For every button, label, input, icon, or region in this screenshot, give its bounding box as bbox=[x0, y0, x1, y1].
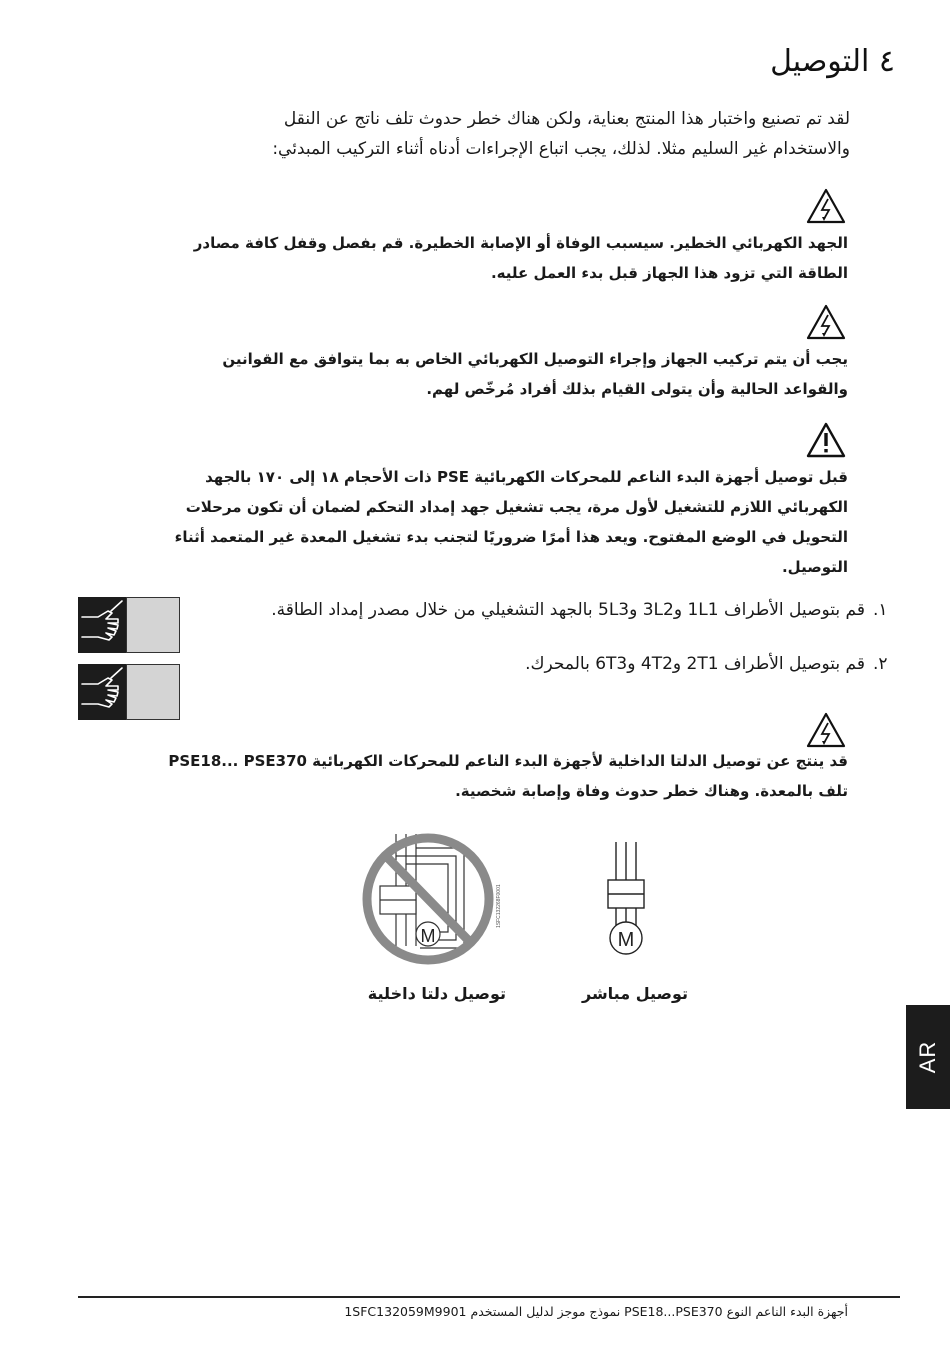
hand-icon bbox=[78, 597, 126, 653]
electric-hazard-icon bbox=[806, 712, 846, 748]
inside-delta-diagram bbox=[356, 828, 506, 970]
language-code: AR bbox=[915, 1040, 940, 1074]
manual-action-indicator bbox=[78, 664, 180, 720]
motor-label: M bbox=[617, 929, 635, 951]
step-number: ٢. bbox=[873, 654, 888, 674]
direct-connection-diagram bbox=[592, 838, 662, 960]
step-text: قم بتوصيل الأطراف 1L1 و3L2 و5L3 بالجهد التشغيلي من خلال مصدر إمداد الطاقة. bbox=[271, 600, 865, 620]
motor-label: M bbox=[420, 926, 436, 946]
page-footer: أجهزة البدء الناعم النوع PSE18...PSE370 نموذج موجز لدليل المستخدم 1SFC132059M9901 bbox=[344, 1304, 848, 1319]
language-tab bbox=[906, 1005, 950, 1109]
intro-paragraph: لقد تم تصنيع واختبار هذا المنتج بعناية، ولكن هناك خطر حدوث تلف ناتج عن النقل والاستخدام غير السليم مثلا. لذلك، يجب اتباع الإجراءات أدناه أثناء التركيب المبدئي: bbox=[272, 109, 850, 159]
warning-text: قد ينتج عن توصيل الدلتا الداخلية لأجهزة البدء الناعم للمحركات الكهربائية PSE18... PSE370 تلف بالمعدة. وهناك خطر حدوث وفاة وإصابة شخصية. bbox=[168, 752, 848, 800]
page-title: ٤ التوصيل bbox=[770, 44, 895, 79]
electric-hazard-icon bbox=[806, 304, 846, 340]
warning-text: يجب أن يتم تركيب الجهاز وإجراء التوصيل الكهربائي الخاص به بما يتوافق مع القوانين والقواعد الحالية وأن يتولى القيام بذلك أفراد مُرخّص لهم. bbox=[222, 350, 848, 398]
hand-icon bbox=[78, 664, 126, 720]
direct-connection-caption: توصيل مباشر bbox=[581, 984, 688, 1003]
footer-divider bbox=[78, 1296, 900, 1298]
warning-text: قبل توصيل أجهزة البدء الناعم للمحركات الكهربائية PSE ذات الأحجام ١٨ إلى ١٧٠ بالجهد الكهربائي اللازم للتشغيل لأول مرة، يجب تشغيل جهد إمداد التحكم لضمان أن تكون مرحلات التحويل في الوضع المفتوح. ويعد هذا أمرًا ضروريًا لتجنب بدء تشغيل المعدة غير المتعمد أثناء التوصيل. bbox=[174, 468, 848, 576]
step-text: قم بتوصيل الأطراف 2T1 و4T2 و6T3 بالمحرك. bbox=[525, 654, 865, 674]
step-item bbox=[225, 596, 888, 624]
electric-hazard-icon bbox=[806, 188, 846, 224]
warning-text: الجهد الكهربائي الخطير. سيسبب الوفاة أو الإصابة الخطيرة. قم بفصل وقفل كافة مصادر الطاقة التي تزود هذا الجهاز قبل بدء العمل عليه. bbox=[193, 234, 848, 282]
caution-icon bbox=[806, 422, 846, 458]
step-number: ١. bbox=[873, 600, 888, 620]
manual-action-indicator bbox=[78, 597, 180, 653]
figure-reference-code: 1SFC132268F0001 bbox=[496, 884, 502, 928]
step-item bbox=[225, 650, 888, 678]
inside-delta-caption: توصيل دلتا داخلية bbox=[367, 984, 506, 1003]
